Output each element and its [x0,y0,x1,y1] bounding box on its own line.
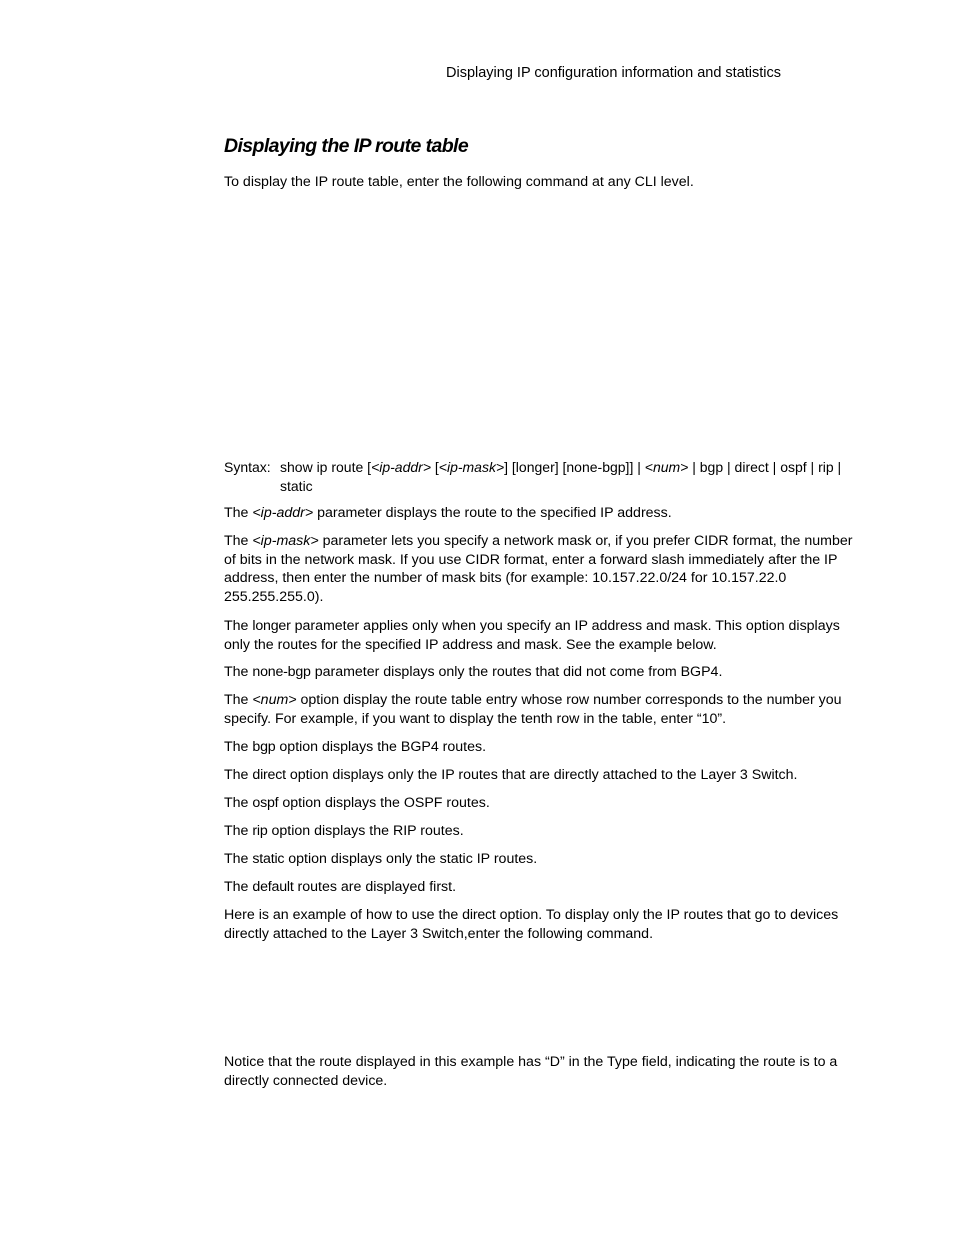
section-title: Displaying the IP route table [224,135,469,157]
syntax-label: Syntax: [224,459,271,475]
intro-paragraph: To display the IP route table, enter the following command at any CLI level. [224,174,694,190]
syntax-command: show ip route [<ip-addr> [<ip-mask>] [longer] [none-bgp]] | <num> | bgp | direct | ospf | rip | static [280,459,842,494]
paragraph-direct: The direct option displays only the IP routes that are directly attached to the Layer 3 Switch. [224,767,798,783]
paragraph-ip-mask: The <ip-mask> parameter lets you specify a network mask or, if you prefer CIDR format, the number of bits in the network mask. If you use CIDR format, enter a forward slash immediately after the IP address, then enter the number of mask bits (for example: 10.157.22.0/24 for 10.157.22.0 255.255.255.0). [224,533,853,606]
paragraph-ip-addr: The <ip-addr> parameter displays the route to the specified IP address. [224,505,672,521]
paragraph-num: The <num> option display the route table entry whose row number corresponds to the number you specify. For example, if you want to display the tenth row in the table, enter “10”. [224,692,842,727]
paragraph-rip: The rip option displays the RIP routes. [224,823,464,839]
paragraph-none-bgp: The none-bgp parameter displays only the routes that did not come from BGP4. [224,664,723,680]
paragraph-default: The default routes are displayed first. [224,879,457,895]
running-header: Displaying IP configuration information and statistics [446,65,782,81]
paragraph-ospf: The ospf option displays the OSPF routes. [224,795,490,811]
paragraph-static: The static option displays only the static IP routes. [224,851,538,867]
paragraph-notice: Notice that the route displayed in this example has “D” in the Type field, indicating the route is to a directly connected device. [224,1054,838,1089]
paragraph-direct-example: Here is an example of how to use the direct option. To display only the IP routes that go to devices directly attached to the Layer 3 Switch,enter the following command. [224,907,839,942]
paragraph-bgp: The bgp option displays the BGP4 routes. [224,739,487,755]
paragraph-longer: The longer parameter applies only when you specify an IP address and mask. This option displays only the routes for the specified IP address and mask. See the example below. [224,618,840,653]
syntax-block [224,458,868,495]
